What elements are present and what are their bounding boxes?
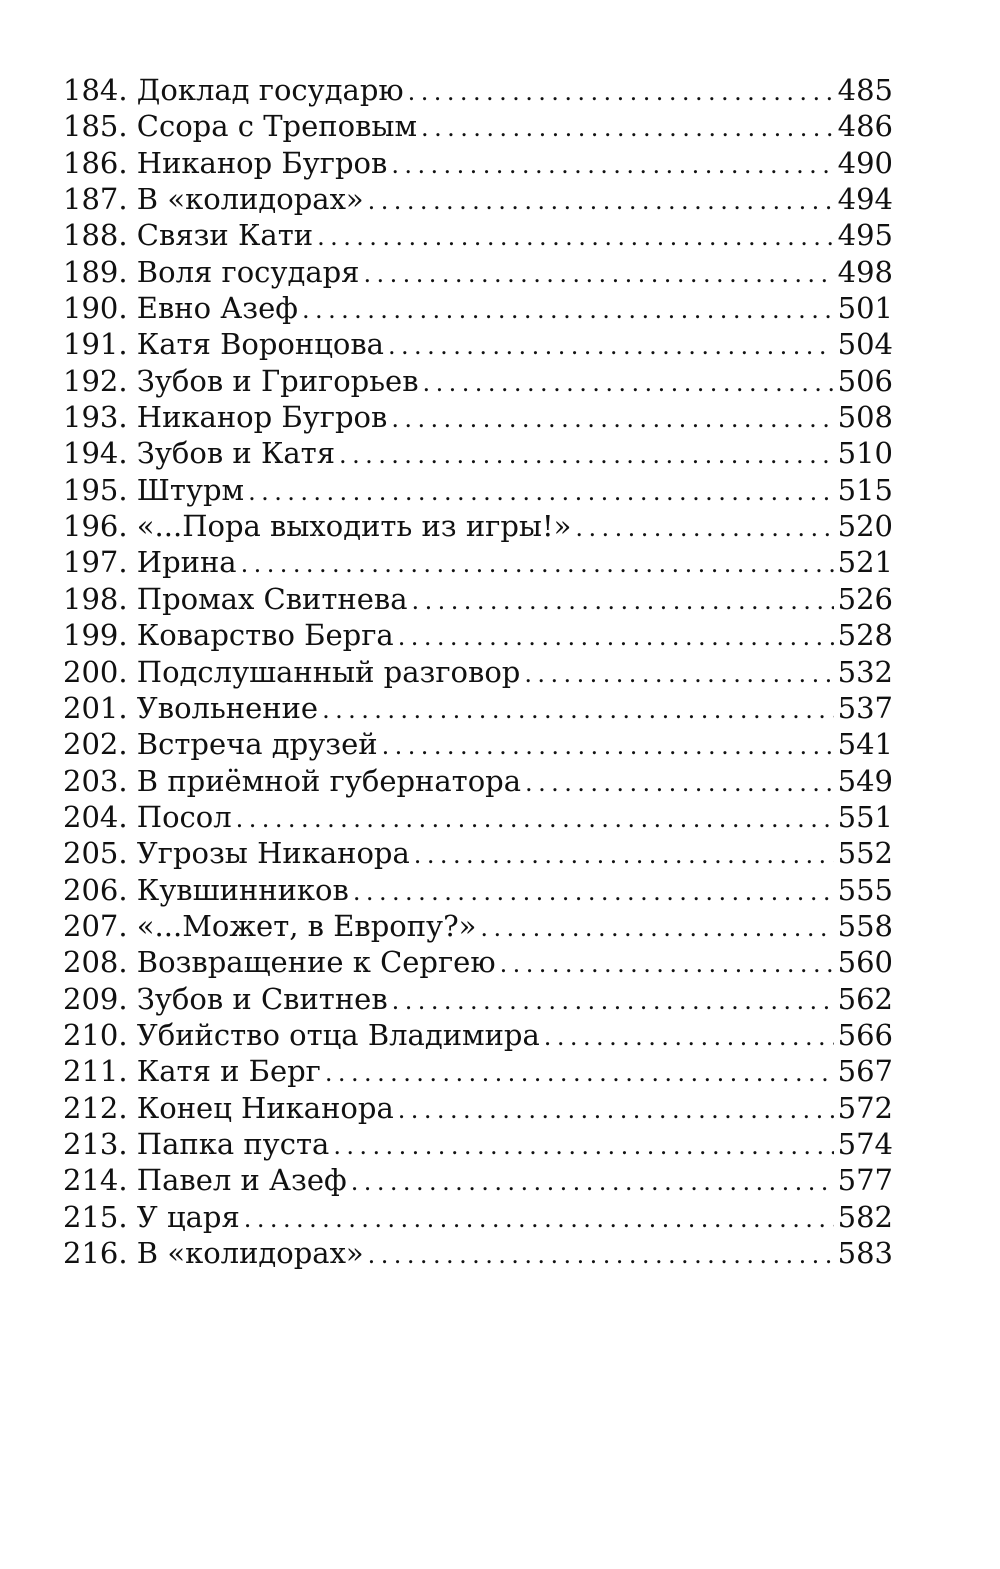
chapter-number: 189. [63, 254, 128, 289]
chapter-title: В приёмной губернатора [136, 763, 522, 798]
toc-entry[interactable] [63, 145, 893, 181]
entry-text [63, 72, 404, 108]
chapter-number: 210. [63, 1017, 128, 1052]
toc-entry[interactable] [63, 1090, 893, 1126]
dot-leader [244, 1201, 834, 1235]
chapter-title: Папка пуста [136, 1126, 330, 1161]
entry-text [63, 363, 419, 399]
chapter-number: 206. [63, 872, 128, 907]
chapter-title: Связи Кати [136, 218, 314, 253]
chapter-title: Убийство отца Владимира [136, 1017, 540, 1052]
dot-leader [398, 1092, 834, 1126]
page-number: 495 [837, 218, 893, 253]
chapter-title: Подслушанный разговор [136, 654, 521, 689]
entry-text [63, 726, 378, 762]
page-number: 532 [837, 654, 893, 689]
chapter-title: Никанор Бугров [136, 400, 388, 435]
dot-leader [368, 183, 834, 217]
toc-entry[interactable] [63, 363, 893, 399]
dot-leader [408, 74, 834, 108]
entry-text [63, 1017, 540, 1053]
chapter-number: 208. [63, 945, 128, 980]
entry-text [63, 108, 417, 144]
chapter-title: Встреча друзей [136, 727, 378, 762]
page-number: 567 [837, 1054, 893, 1089]
dot-leader [423, 365, 834, 399]
dot-leader [412, 583, 834, 617]
entry-text [63, 1199, 240, 1235]
page-number: 515 [837, 472, 893, 507]
page-number: 537 [837, 690, 893, 725]
toc-entry[interactable] [63, 581, 893, 617]
chapter-title: Коварство Берга [136, 618, 394, 653]
page-number: 498 [837, 254, 893, 289]
toc-entry[interactable] [63, 1162, 893, 1198]
chapter-title: Штурм [136, 472, 245, 507]
toc-entry[interactable] [63, 763, 893, 799]
page-number: 510 [837, 436, 893, 471]
page-number: 560 [837, 945, 893, 980]
dot-leader [524, 656, 833, 690]
chapter-number: 199. [63, 618, 128, 653]
toc-entry[interactable] [63, 1126, 893, 1162]
toc-entry[interactable] [63, 981, 893, 1017]
entry-text [63, 1053, 321, 1089]
toc-entry[interactable] [63, 399, 893, 435]
chapter-title: Кувшинников [136, 872, 349, 907]
dot-leader [236, 801, 834, 835]
page-number: 551 [837, 799, 893, 834]
dot-leader [544, 1019, 834, 1053]
chapter-number: 209. [63, 981, 128, 1016]
toc-entry[interactable] [63, 326, 893, 362]
entry-text [63, 1235, 364, 1271]
chapter-title: Конец Никанора [136, 1090, 394, 1125]
page-number: 490 [837, 145, 893, 180]
page-number: 562 [837, 981, 893, 1016]
page-number: 541 [837, 727, 893, 762]
entry-text [63, 1090, 394, 1126]
toc-entry[interactable] [63, 508, 893, 544]
entry-text [63, 326, 384, 362]
dot-leader [325, 1055, 834, 1089]
chapter-number: 212. [63, 1090, 128, 1125]
dot-leader [391, 147, 833, 181]
entry-text [63, 1126, 329, 1162]
dot-leader [351, 1164, 834, 1198]
chapter-number: 200. [63, 654, 128, 689]
chapter-title: Ирина [136, 545, 237, 580]
page-number: 572 [837, 1090, 893, 1125]
chapter-title: «...Пора выходить из игры!» [136, 509, 572, 544]
chapter-number: 203. [63, 763, 128, 798]
toc-entry[interactable] [63, 181, 893, 217]
page-number: 486 [837, 109, 893, 144]
page-number: 494 [837, 182, 893, 217]
chapter-number: 193. [63, 400, 128, 435]
chapter-number: 215. [63, 1199, 128, 1234]
toc-entry[interactable] [63, 872, 893, 908]
dot-leader [248, 474, 834, 508]
entry-text [63, 254, 359, 290]
chapter-title: В «колидорах» [136, 182, 364, 217]
chapter-number: 207. [63, 908, 128, 943]
chapter-title: Зубов и Свитнев [136, 981, 388, 1016]
chapter-number: 198. [63, 581, 128, 616]
chapter-number: 216. [63, 1236, 128, 1270]
chapter-number: 192. [63, 363, 128, 398]
entry-text [63, 217, 313, 253]
dot-leader [525, 765, 834, 799]
entry-text [63, 690, 318, 726]
page-number: 485 [837, 73, 893, 107]
toc-entry[interactable] [63, 1235, 893, 1271]
entry-text [63, 944, 496, 980]
page-number: 526 [837, 581, 893, 616]
dot-leader [414, 837, 834, 871]
entry-text [63, 654, 520, 690]
page-number: 583 [837, 1236, 893, 1270]
toc-entry[interactable] [63, 72, 893, 108]
toc-entry[interactable] [63, 472, 893, 508]
toc-entry[interactable] [63, 435, 893, 471]
chapter-title: Ссора с Треповым [136, 109, 418, 144]
page-number: 521 [837, 545, 893, 580]
toc-entry[interactable] [63, 690, 893, 726]
entry-text [63, 799, 232, 835]
entry-text [63, 981, 388, 1017]
chapter-title: Катя и Берг [136, 1054, 321, 1089]
chapter-number: 201. [63, 690, 128, 725]
toc-entry[interactable] [63, 1199, 893, 1235]
chapter-title: Угрозы Никанора [136, 836, 410, 871]
page-number: 558 [837, 908, 893, 943]
dot-leader [382, 728, 834, 762]
page-number: 528 [837, 618, 893, 653]
dot-leader [322, 692, 834, 726]
toc-entry[interactable] [63, 835, 893, 871]
chapter-title: Зубов и Катя [136, 436, 336, 471]
toc-entry[interactable] [63, 254, 893, 290]
chapter-title: Катя Воронцова [136, 327, 384, 362]
toc-entry[interactable] [63, 108, 893, 144]
toc-entry[interactable] [63, 290, 893, 326]
toc-entry[interactable] [63, 1017, 893, 1053]
dot-leader [500, 946, 834, 980]
chapter-title: Евно Азеф [136, 291, 298, 326]
chapter-number: 194. [63, 436, 128, 471]
chapter-title: Посол [136, 799, 232, 834]
dot-leader [339, 437, 834, 471]
dot-leader [391, 401, 833, 435]
page-number: 506 [837, 363, 893, 398]
dot-leader [368, 1237, 834, 1271]
chapter-number: 195. [63, 472, 128, 507]
dot-leader [575, 510, 833, 544]
toc-entry[interactable] [63, 217, 893, 253]
chapter-title: «...Может, в Европу?» [136, 908, 477, 943]
chapter-number: 191. [63, 327, 128, 362]
dot-leader [398, 619, 834, 653]
chapter-number: 204. [63, 799, 128, 834]
page-number: 566 [837, 1017, 893, 1052]
chapter-title: Павел и Азеф [136, 1163, 347, 1198]
entry-text [63, 290, 298, 326]
toc-entry[interactable] [63, 944, 893, 980]
toc-entry[interactable] [63, 617, 893, 653]
chapter-title: Никанор Бугров [136, 145, 388, 180]
chapter-title: Возвращение к Сергею [136, 945, 496, 980]
page-number: 520 [837, 509, 893, 544]
chapter-number: 184. [63, 73, 128, 107]
chapter-number: 197. [63, 545, 128, 580]
chapter-number: 188. [63, 218, 128, 253]
entry-text [63, 872, 349, 908]
toc-entry[interactable] [63, 799, 893, 835]
chapter-number: 185. [63, 109, 128, 144]
dot-leader [317, 219, 834, 253]
entry-text [63, 472, 244, 508]
entry-text [63, 145, 387, 181]
chapter-title: Зубов и Григорьев [136, 363, 419, 398]
dot-leader [302, 292, 834, 326]
page-number: 582 [837, 1199, 893, 1234]
entry-text [63, 581, 408, 617]
page-number: 549 [837, 763, 893, 798]
entry-text [63, 544, 237, 580]
chapter-number: 213. [63, 1126, 128, 1161]
chapter-title: Доклад государю [136, 73, 404, 107]
chapter-title: В «колидорах» [136, 1236, 364, 1270]
toc-entry[interactable] [63, 654, 893, 690]
page-number: 574 [837, 1126, 893, 1161]
chapter-number: 196. [63, 509, 128, 544]
entry-text [63, 399, 387, 435]
chapter-title: Увольнение [136, 690, 319, 725]
toc-entry[interactable] [63, 1053, 893, 1089]
entry-text [63, 181, 364, 217]
page-number: 508 [837, 400, 893, 435]
entry-text [63, 508, 571, 544]
chapter-number: 205. [63, 836, 128, 871]
dot-leader [392, 983, 834, 1017]
page-number: 504 [837, 327, 893, 362]
chapter-number: 190. [63, 291, 128, 326]
chapter-number: 186. [63, 145, 128, 180]
chapter-title: У царя [136, 1199, 240, 1234]
chapter-title: Промах Свитнева [136, 581, 408, 616]
entry-text [63, 1162, 347, 1198]
dot-leader [353, 874, 834, 908]
entry-text [63, 908, 476, 944]
entry-text [63, 435, 335, 471]
dot-leader [241, 546, 834, 580]
chapter-number: 187. [63, 182, 128, 217]
entry-text [63, 763, 521, 799]
dot-leader [388, 328, 834, 362]
page-number: 552 [837, 836, 893, 871]
dot-leader [421, 110, 834, 144]
entry-text [63, 835, 410, 871]
page-number: 501 [837, 291, 893, 326]
page-number: 555 [837, 872, 893, 907]
page-number: 577 [837, 1163, 893, 1198]
chapter-number: 202. [63, 727, 128, 762]
entry-text [63, 617, 394, 653]
dot-leader [363, 256, 833, 290]
toc-entry[interactable] [63, 726, 893, 762]
toc-entry[interactable] [63, 544, 893, 580]
dot-leader [480, 910, 833, 944]
dot-leader [333, 1128, 833, 1162]
chapter-number: 211. [63, 1054, 128, 1089]
toc-entry[interactable] [63, 908, 893, 944]
table-of-contents [63, 72, 893, 1271]
chapter-title: Воля государя [136, 254, 360, 289]
chapter-number: 214. [63, 1163, 128, 1198]
